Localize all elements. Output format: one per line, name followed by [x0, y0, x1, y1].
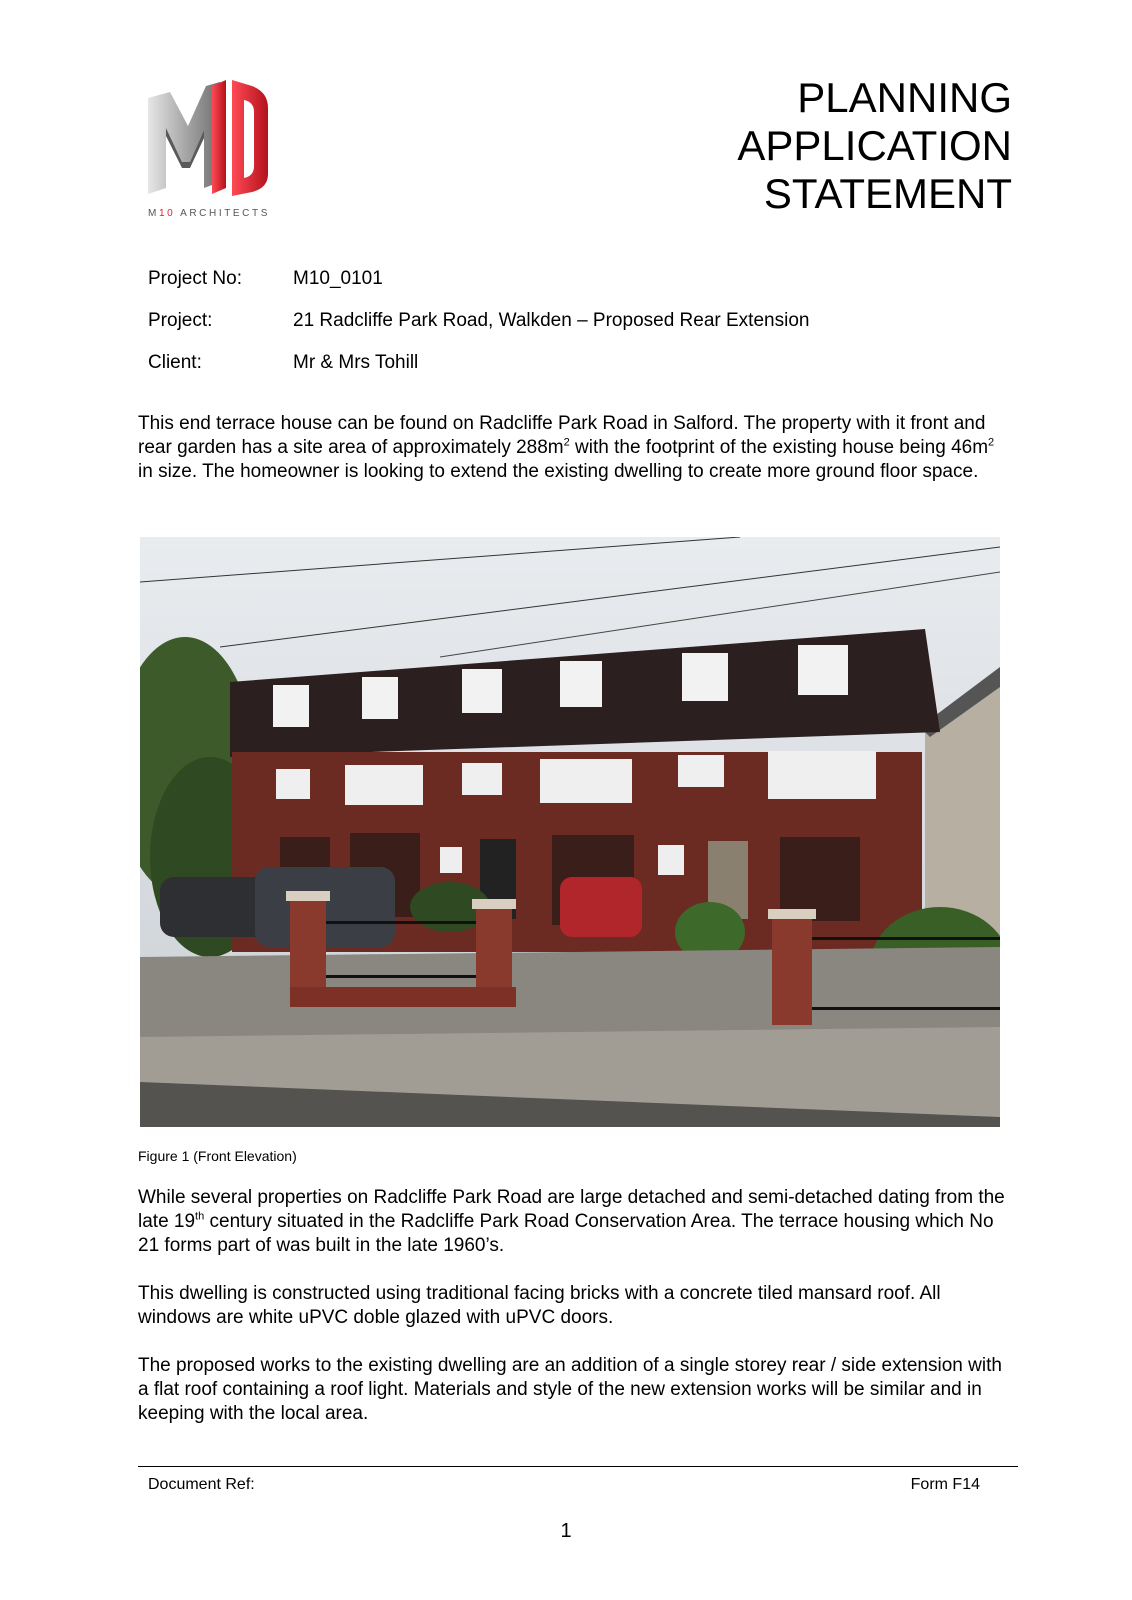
- document-title: [737, 74, 1012, 218]
- form-number: Form F14: [910, 1476, 980, 1493]
- project-name-value: 21 Radcliffe Park Road, Walkden – Proposed Rear Extension: [293, 310, 810, 331]
- project-name-row: [148, 310, 809, 352]
- project-name-label: Project:: [148, 310, 213, 331]
- logo-caption: M10 ARCHITECTS: [148, 208, 270, 219]
- figure-caption: Figure 1 (Front Elevation): [138, 1148, 297, 1164]
- title-line-3: STATEMENT: [763, 170, 1012, 217]
- client-value: Mr & Mrs Tohill: [293, 352, 419, 373]
- document-ref: Document Ref:: [148, 1476, 255, 1493]
- m10-logo: [148, 78, 272, 220]
- project-number-row: [148, 268, 809, 310]
- title-line-2: APPLICATION: [737, 122, 1012, 169]
- construction-paragraph: This dwelling is constructed using traditional facing bricks with a concrete tiled mansard roof. All windows are white uPVC doble glazed with uPVC doors.: [138, 1283, 941, 1328]
- history-paragraph: While several properties on Radcliffe Park Road are large detached and semi-detached dating from the late 19th century situated in the Radcliffe Park Road Conservation Area. The terrace housing which No 21 forms part of was built in the late 1960’s.: [138, 1187, 1005, 1256]
- project-details: [148, 268, 809, 394]
- proposal-paragraph: The proposed works to the existing dwelling are an addition of a single storey rear / side extension with a flat roof containing a roof light. Materials and style of the new extension works will be similar and in keeping with the local area.: [138, 1355, 1002, 1424]
- front-elevation-photo: [140, 537, 1000, 1127]
- client-row: [148, 352, 809, 394]
- project-number-value: M10_0101: [293, 268, 383, 289]
- intro-paragraph: This end terrace house can be found on Radcliffe Park Road in Salford. The property with it front and rear garden has a site area of approximately $288m^2$ with the footprint of the existing house being $46m^2$ in size. The homeowner is looking to extend the existing dwelling to create more ground floor space.: [138, 413, 995, 482]
- page-number: 1: [560, 1520, 572, 1542]
- title-line-1: PLANNING: [797, 74, 1012, 121]
- footer-divider: [138, 1466, 1018, 1467]
- project-number-label: Project No:: [148, 268, 242, 289]
- client-label: Client:: [148, 352, 202, 373]
